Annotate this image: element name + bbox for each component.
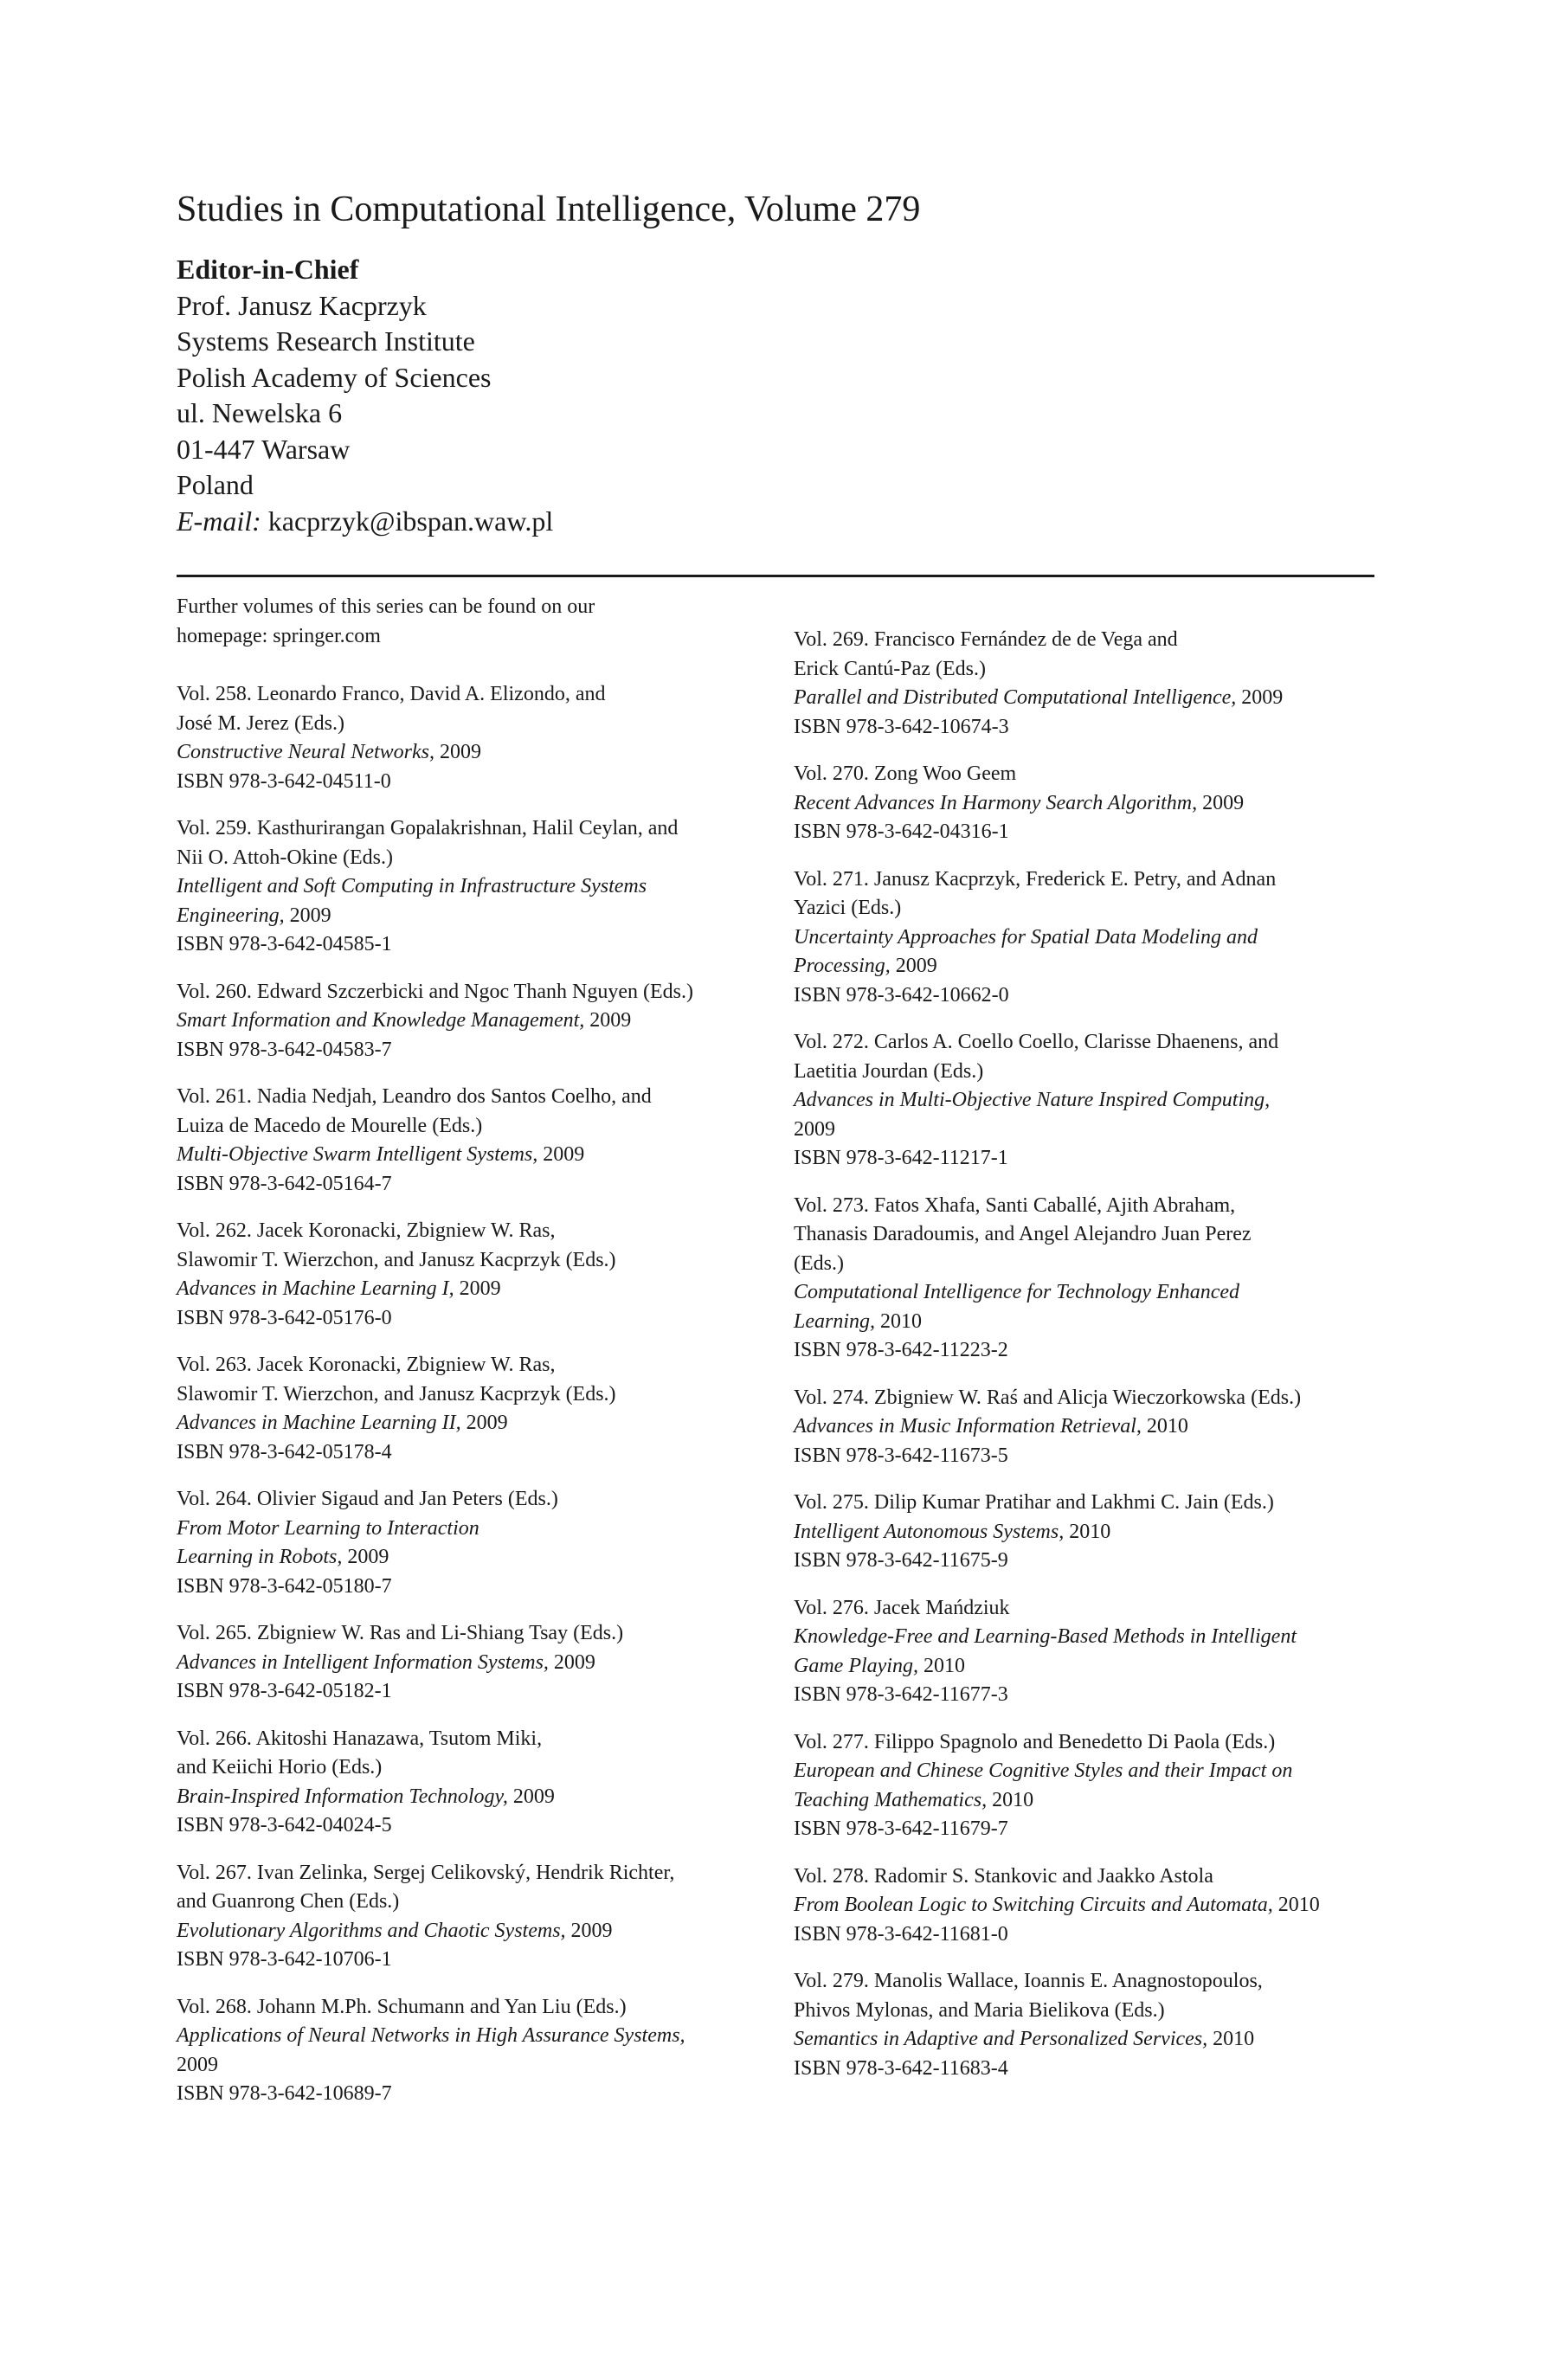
volume-title: Evolutionary Algorithms and Chaotic Systems, <box>177 1919 566 1942</box>
volume-title: Brain-Inspired Information Technology, <box>177 1785 508 1808</box>
volume-year: 2009 <box>589 1009 632 1032</box>
intro-line: homepage: springer.com <box>177 624 381 647</box>
volume-entry <box>177 1083 774 1199</box>
volume-title: Advances in Music Information Retrieval, <box>794 1415 1142 1438</box>
editor-address-line: 01-447 Warsaw <box>177 433 351 465</box>
volume-editors-line: Laetitia Jourdan (Eds.) <box>794 1059 984 1083</box>
editor-email: kacprzyk@ibspan.waw.pl <box>267 505 554 537</box>
volume-isbn: ISBN 978-3-642-11217-1 <box>794 1147 1008 1169</box>
editor-address-line: ul. Newelska 6 <box>177 397 343 428</box>
editor-heading: Editor-in-Chief <box>177 254 359 285</box>
volume-title: Advances in Machine Learning II, <box>177 1412 461 1434</box>
volume-editors-line: Vol. 262. Jacek Koronacki, Zbigniew W. Ras, <box>177 1219 556 1242</box>
volume-editors-line: Vol. 265. Zbigniew W. Ras and Li-Shiang Tsay (Eds.) <box>177 1622 624 1644</box>
volume-editors-line: Vol. 279. Manolis Wallace, Ioannis E. Anagnostopoulos, <box>794 1970 1263 1992</box>
volume-title-line <box>177 902 774 931</box>
volume-entry <box>794 626 1400 742</box>
volume-title: Knowledge-Free and Learning-Based Methods in Intelligent <box>794 1625 1297 1648</box>
volume-entry <box>177 978 774 1065</box>
volume-title-line <box>794 1757 1400 1786</box>
volume-isbn: ISBN 978-3-642-11683-4 <box>794 2056 1008 2080</box>
volume-editors-line: Vol. 272. Carlos A. Coello Coello, Clarisse Dhaenens, and <box>794 1031 1279 1053</box>
volume-year: 2009 <box>1202 791 1245 814</box>
volume-list-left <box>177 593 774 2127</box>
volume-title: Engineering, <box>177 904 285 927</box>
volume-editors-line: Slawomir T. Wierzchon, and Janusz Kacprzyk (Eds.) <box>177 1248 616 1271</box>
volume-editors-line: Vol. 261. Nadia Nedjah, Leandro dos Santos Coelho, and <box>177 1085 652 1108</box>
volume-year: 2009 <box>570 1919 613 1942</box>
volume-title-line <box>177 738 774 768</box>
volume-editors-line: Vol. 263. Jacek Koronacki, Zbigniew W. Ras, <box>177 1354 556 1376</box>
volume-year: 2009 <box>439 741 481 763</box>
volume-isbn: ISBN 978-3-642-05178-4 <box>177 1440 392 1463</box>
volume-entry <box>177 680 774 796</box>
volume-title: From Motor Learning to Interaction <box>177 1516 479 1540</box>
volume-editors-line: Vol. 276. Jacek Mańdziuk <box>794 1596 1010 1619</box>
volume-editors-line: Vol. 266. Akitoshi Hanazawa, Tsutom Miki, <box>177 1727 543 1750</box>
volume-title-line <box>177 872 774 902</box>
volume-title: Processing, <box>794 955 891 977</box>
volume-year: 2010 <box>1146 1415 1188 1438</box>
volume-title: Parallel and Distributed Computational Intelligence, <box>794 686 1237 709</box>
email-label: E-mail: <box>177 505 261 537</box>
volume-editors-line: Vol. 268. Johann M.Ph. Schumann and Yan Liu (Eds.) <box>177 1995 627 2018</box>
volume-editors-line: Vol. 270. Zong Woo Geem <box>794 762 1017 785</box>
editor-name: Prof. Janusz Kacprzyk <box>177 289 427 321</box>
volume-title: Advances in Multi-Objective Nature Inspired Computing, <box>794 1089 1271 1111</box>
volume-title-line <box>794 1891 1400 1920</box>
volume-isbn: ISBN 978-3-642-05182-1 <box>177 1680 392 1702</box>
volume-entry <box>794 760 1400 847</box>
volume-entry <box>794 1862 1400 1950</box>
volume-entry <box>794 1728 1400 1844</box>
volume-isbn: ISBN 978-3-642-10706-1 <box>177 1948 392 1971</box>
volume-editors-line: Vol. 258. Leonardo Franco, David A. Elizondo, and <box>177 683 606 705</box>
volume-isbn: ISBN 978-3-642-04511-0 <box>177 769 391 793</box>
volume-editors-line: Phivos Mylonas, and Maria Bielikova (Eds.) <box>794 1998 1165 2022</box>
volume-isbn: ISBN 978-3-642-11675-9 <box>794 1549 1008 1572</box>
volume-editors-line: Vol. 260. Edward Szczerbicki and Ngoc Thanh Nguyen (Eds.) <box>177 980 693 1003</box>
volume-year: 2010 <box>1213 2028 1255 2050</box>
volume-title: Learning, <box>794 1309 876 1333</box>
volume-isbn: ISBN 978-3-642-11681-0 <box>794 1922 1008 1946</box>
volume-entry <box>177 1351 774 1467</box>
volume-title-line <box>794 1412 1400 1442</box>
volume-title: Semantics in Adaptive and Personalized Services, <box>794 2028 1208 2050</box>
volume-editors-line: Luiza de Macedo de Mourelle (Eds.) <box>177 1114 483 1137</box>
volume-title-line <box>794 684 1400 713</box>
volume-year: 2010 <box>1277 1894 1320 1916</box>
intro-line: Further volumes of this series can be found on our <box>177 595 595 618</box>
volume-title: Advances in Machine Learning I, <box>177 1277 454 1300</box>
volume-title: Learning in Robots, <box>177 1546 343 1568</box>
volume-entry <box>177 1725 774 1841</box>
volume-title-line <box>177 1409 774 1438</box>
volume-entry <box>177 814 774 960</box>
volume-entry <box>177 1993 774 2109</box>
volume-title-line <box>794 1278 1400 1308</box>
volume-title: Recent Advances In Harmony Search Algorithm, <box>794 791 1198 814</box>
volume-isbn: ISBN 978-3-642-10662-0 <box>794 983 1009 1007</box>
volume-title: Teaching Mathematics, <box>794 1788 988 1811</box>
volume-year: 2009 <box>347 1546 389 1568</box>
volume-editors-line: Vol. 269. Francisco Fernández de de Vega and <box>794 628 1178 651</box>
volume-editors-line: José M. Jerez (Eds.) <box>177 711 344 735</box>
volume-isbn: ISBN 978-3-642-11677-3 <box>794 1683 1008 1706</box>
volume-isbn: ISBN 978-3-642-05164-7 <box>177 1172 392 1195</box>
volume-title-line <box>794 1518 1400 1547</box>
volume-editors-line: Vol. 259. Kasthurirangan Gopalakrishnan, Halil Ceylan, and <box>177 817 679 839</box>
volume-list-right <box>794 626 1400 2101</box>
volume-editors-line: (Eds.) <box>794 1251 844 1275</box>
volume-year: 2009 <box>459 1277 501 1300</box>
volume-isbn: ISBN 978-3-642-04583-7 <box>177 1038 392 1061</box>
volume-year: 2009 <box>543 1143 585 1166</box>
volume-title-line <box>177 1917 774 1946</box>
volume-isbn: ISBN 978-3-642-05176-0 <box>177 1306 392 1329</box>
volume-title: Multi-Objective Swarm Intelligent Systems, <box>177 1143 538 1166</box>
volume-title: Uncertainty Approaches for Spatial Data Modeling and <box>794 925 1258 949</box>
volume-editors-line: and Guanrong Chen (Eds.) <box>177 1890 400 1913</box>
volume-year: 2010 <box>880 1309 923 1333</box>
volume-year: 2009 <box>553 1650 595 1674</box>
volume-year: 2010 <box>992 1788 1034 1811</box>
volume-title-line <box>794 1623 1400 1652</box>
volume-title-line <box>794 952 1400 981</box>
volume-year: 2009 <box>1241 686 1284 709</box>
volume-title-line <box>794 2025 1400 2055</box>
volume-title-line <box>177 1649 774 1678</box>
volume-isbn: ISBN 978-3-642-11223-2 <box>794 1339 1008 1361</box>
volume-title: Intelligent and Soft Computing in Infrastructure Systems <box>177 875 647 897</box>
volume-entry <box>794 1028 1400 1174</box>
editor-email-line <box>177 504 553 540</box>
volume-editors-line: Vol. 275. Dilip Kumar Pratihar and Lakhmi C. Jain (Eds.) <box>794 1491 1274 1514</box>
volume-title-line <box>177 1515 774 1544</box>
volume-year: 2009 <box>289 904 331 927</box>
volume-title: Smart Information and Knowledge Management, <box>177 1009 585 1032</box>
volume-year: 2010 <box>1069 1520 1111 1543</box>
volume-isbn: ISBN 978-3-642-10674-3 <box>794 715 1009 738</box>
volume-entry <box>794 1967 1400 2083</box>
volume-title: Applications of Neural Networks in High Assurance Systems, <box>177 2024 685 2047</box>
volume-title-line <box>794 1786 1400 1816</box>
volume-entry <box>177 1859 774 1975</box>
volume-title: Advances in Intelligent Information Systems, <box>177 1650 549 1674</box>
volume-year: 2009 <box>512 1785 555 1808</box>
volume-entry <box>177 1619 774 1707</box>
volume-title: Computational Intelligence for Technology Enhanced <box>794 1281 1240 1303</box>
editor-address-line: Poland <box>177 469 254 500</box>
volume-title: From Boolean Logic to Switching Circuits and Automata, <box>794 1894 1273 1916</box>
volume-isbn: ISBN 978-3-642-04024-5 <box>177 1814 392 1836</box>
volume-editors-line: Vol. 278. Radomir S. Stankovic and Jaakko Astola <box>794 1864 1213 1888</box>
volume-editors-line: Vol. 264. Olivier Sigaud and Jan Peters (Eds.) <box>177 1488 558 1510</box>
volume-title-line <box>177 2022 774 2051</box>
series-title: Studies in Computational Intelligence, Volume 279 <box>177 190 921 229</box>
volume-year: 2009 <box>466 1412 508 1434</box>
volume-title-line <box>177 1275 774 1304</box>
volume-isbn: ISBN 978-3-642-04316-1 <box>794 820 1009 843</box>
volume-title: Game Playing, <box>794 1654 918 1677</box>
volume-entry <box>177 1485 774 1601</box>
editor-address-line: Systems Research Institute <box>177 325 475 357</box>
volume-isbn: ISBN 978-3-642-05180-7 <box>177 1574 392 1598</box>
volume-entry <box>794 865 1400 1011</box>
volume-title: European and Chinese Cognitive Styles and their Impact on <box>794 1759 1293 1782</box>
volume-title: Intelligent Autonomous Systems, <box>794 1520 1065 1543</box>
volume-editors-line: Yazici (Eds.) <box>794 897 902 919</box>
volume-title-line <box>794 1652 1400 1682</box>
volume-isbn: ISBN 978-3-642-11673-5 <box>794 1444 1008 1467</box>
editor-address-line: Polish Academy of Sciences <box>177 361 492 393</box>
volume-year: 2009 <box>895 955 937 977</box>
volume-entry <box>794 1489 1400 1576</box>
volume-title-line <box>177 1141 774 1170</box>
volume-entry <box>177 1217 774 1333</box>
volume-isbn: ISBN 978-3-642-11679-7 <box>794 1817 1008 1840</box>
volume-entry <box>794 1384 1400 1471</box>
volume-title-line <box>794 789 1400 819</box>
horizontal-rule <box>177 575 1374 577</box>
volume-title-line <box>177 1007 774 1036</box>
volume-editors-line: Vol. 273. Fatos Xhafa, Santi Caballé, Ajith Abraham, <box>794 1193 1236 1217</box>
volume-year: 2009 <box>177 2053 218 2076</box>
editor-block <box>177 252 553 539</box>
volume-editors-line: Vol. 277. Filippo Spagnolo and Benedetto Di Paola (Eds.) <box>794 1730 1276 1753</box>
volume-editors-line: Nii O. Attoh-Okine (Eds.) <box>177 846 393 869</box>
volume-year: 2010 <box>923 1654 965 1677</box>
volume-editors-line: Slawomir T. Wierzchon, and Janusz Kacprzyk (Eds.) <box>177 1382 616 1405</box>
volume-title-line <box>794 923 1400 953</box>
volume-title-line <box>177 1543 774 1573</box>
volume-entry <box>794 1192 1400 1366</box>
volume-editors-line: and Keiichi Horio (Eds.) <box>177 1756 383 1779</box>
volume-isbn: ISBN 978-3-642-04585-1 <box>177 933 392 955</box>
volume-title-line <box>177 1783 774 1812</box>
volume-isbn: ISBN 978-3-642-10689-7 <box>177 2082 392 2105</box>
series-intro <box>177 593 774 651</box>
volume-year: 2009 <box>794 1117 835 1141</box>
volume-editors-line: Erick Cantú-Paz (Eds.) <box>794 657 986 680</box>
volume-entry <box>794 1594 1400 1710</box>
volume-title-line <box>794 1086 1400 1116</box>
volume-editors-line: Vol. 271. Janusz Kacprzyk, Frederick E. Petry, and Adnan <box>794 867 1277 891</box>
volume-title-line <box>794 1308 1400 1337</box>
volume-title: Constructive Neural Networks, <box>177 741 434 763</box>
volume-editors-line: Vol. 274. Zbigniew W. Raś and Alicja Wieczorkowska (Eds.) <box>794 1386 1302 1409</box>
volume-editors-line: Thanasis Daradoumis, and Angel Alejandro Juan Perez <box>794 1223 1252 1245</box>
volume-editors-line: Vol. 267. Ivan Zelinka, Sergej Celikovský, Hendrik Richter, <box>177 1861 675 1884</box>
